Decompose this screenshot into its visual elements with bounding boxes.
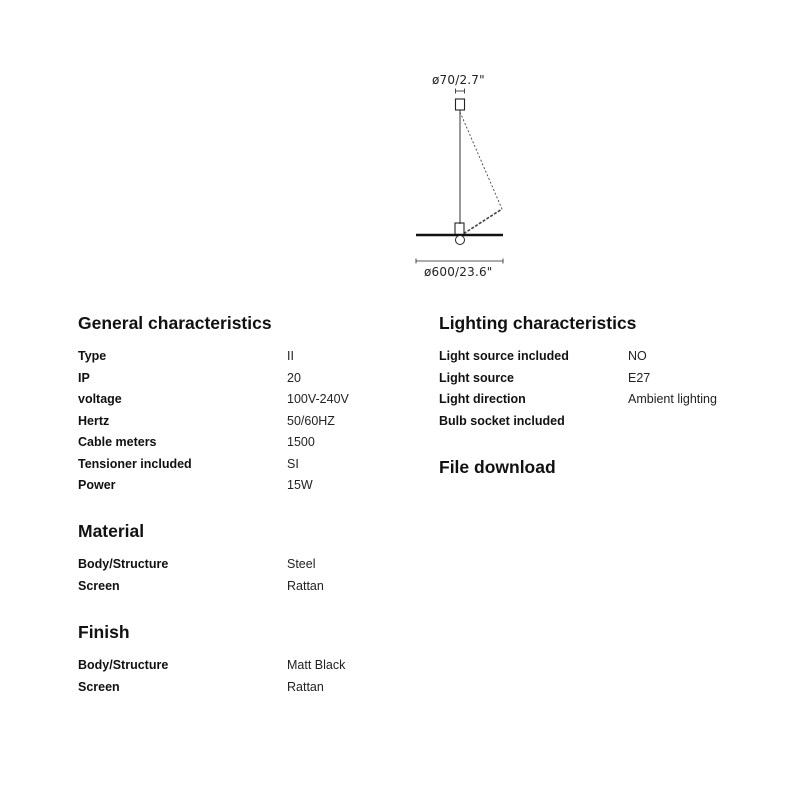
spec-row-light-source-included [439, 346, 779, 368]
general-characteristics-title: General characteristics [78, 313, 272, 333]
spec-row-light-source [439, 368, 779, 390]
spec-value: E27 [628, 370, 651, 385]
spec-key: Light direction [439, 392, 526, 406]
spec-key: Tensioner included [78, 456, 192, 471]
spec-value: Steel [287, 557, 316, 571]
tilted-shade-dashed [460, 209, 502, 236]
spec-value: Matt Black [287, 658, 346, 672]
spec-row-voltage [78, 389, 398, 411]
spec-key: Light source [439, 370, 515, 385]
spec-value: 100V-240V [287, 392, 349, 406]
spec-value: 20 [287, 370, 301, 385]
lighting-characteristics-title: Lighting characteristics [439, 313, 637, 333]
spec-value: Rattan [287, 679, 324, 694]
bottom-dimension-label: ø600/23.6" [424, 265, 493, 279]
spec-row-bulb-socket-included [439, 411, 779, 433]
spec-row-body-structure [78, 554, 398, 576]
spec-key: Type [78, 349, 107, 363]
bulb-icon [456, 236, 465, 245]
spec-row-light-direction [439, 389, 779, 411]
spec-key: Power [78, 478, 116, 492]
spec-row-hertz [78, 411, 398, 433]
spec-value: SI [287, 456, 299, 471]
spec-row-screen [78, 576, 398, 598]
spec-key: Body/Structure [78, 658, 169, 672]
spec-key: Hertz [78, 413, 110, 428]
spec-row-ip [78, 368, 398, 390]
spec-value: II [287, 349, 294, 363]
file-download-section [439, 456, 739, 478]
spec-value: 1500 [287, 435, 315, 449]
file-download-link[interactable]: File download [439, 457, 556, 477]
spec-value: 50/60HZ [287, 413, 335, 428]
spec-row-power [78, 475, 398, 497]
material-title: Material [78, 521, 145, 541]
spec-key: Screen [78, 679, 120, 694]
general-characteristics-section [78, 312, 398, 497]
spec-row-type [78, 346, 398, 368]
lamp-socket [455, 223, 464, 235]
spec-key: voltage [78, 392, 122, 406]
spec-row-cable-meters [78, 432, 398, 454]
spec-key: Cable meters [78, 435, 157, 449]
spec-value: Ambient lighting [628, 392, 717, 406]
spec-value: 15W [287, 478, 313, 492]
spec-value: NO [628, 349, 647, 363]
spec-row-body-structure [78, 655, 398, 677]
finish-section [78, 621, 398, 698]
spec-key: Light source included [439, 349, 569, 363]
tilt-path-dashed [460, 112, 502, 209]
spec-value: Rattan [287, 578, 324, 593]
finish-title: Finish [78, 622, 130, 642]
spec-key: Bulb socket included [439, 413, 565, 428]
spec-key: Screen [78, 578, 120, 593]
spec-row-tensioner [78, 454, 398, 476]
lighting-characteristics-section [439, 312, 779, 432]
top-dimension-label: ø70/2.7" [432, 73, 485, 87]
spec-key: IP [78, 370, 90, 385]
material-section [78, 520, 398, 597]
spec-row-screen [78, 677, 398, 699]
lamp-technical-drawing [400, 60, 530, 290]
spec-key: Body/Structure [78, 557, 169, 571]
ceiling-canopy [456, 99, 465, 110]
